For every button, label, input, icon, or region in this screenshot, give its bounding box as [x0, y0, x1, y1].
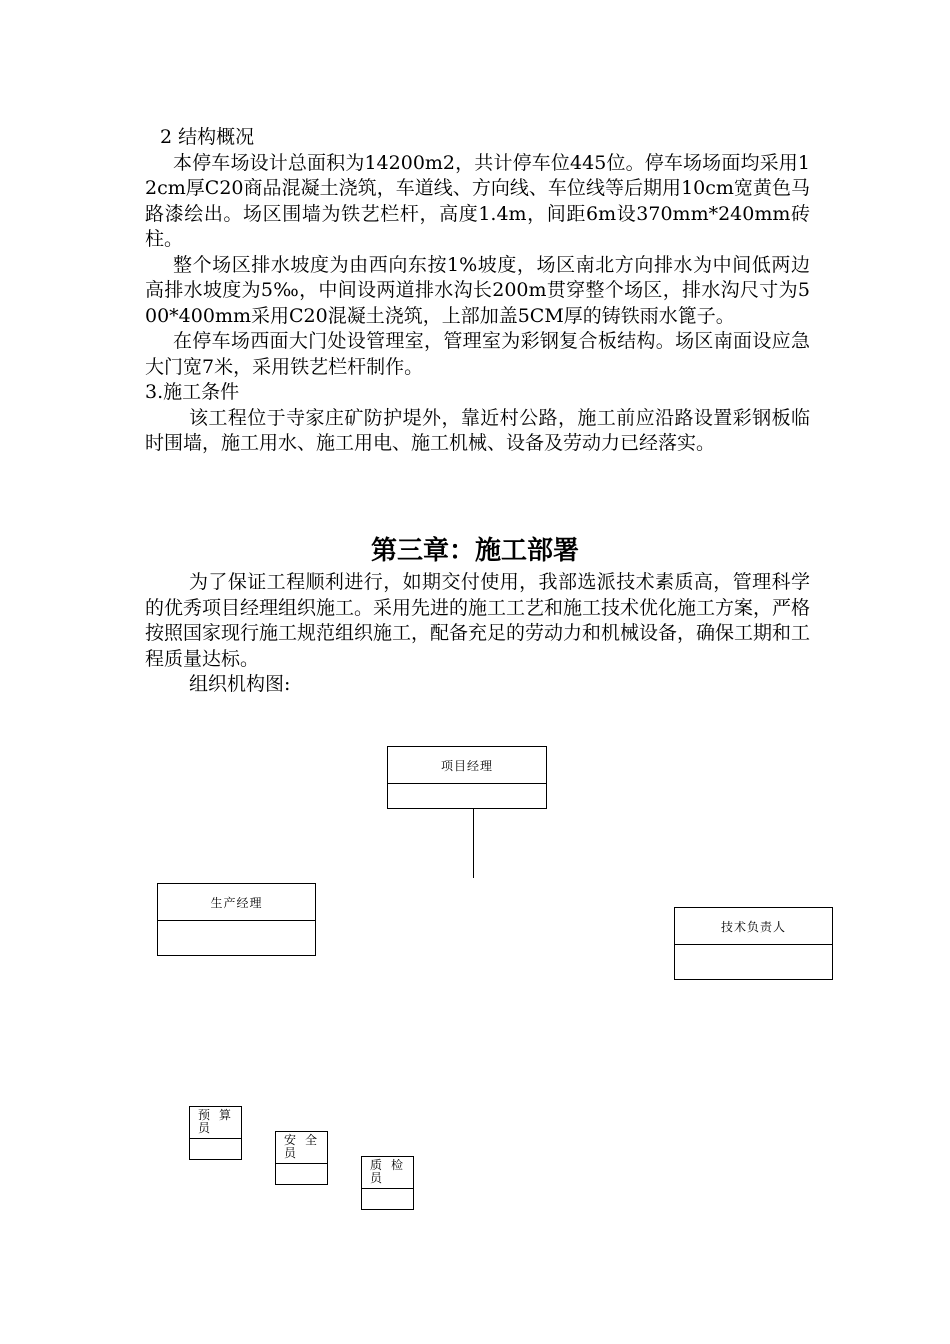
- org-box-label: 预算员: [190, 1107, 241, 1139]
- org-box-production-manager: [157, 883, 316, 956]
- section-2-para-2: 整个场区排水坡度为由西向东按1%坡度，场区南北方向排水为中间低两边高排水坡度为5‰，中间设两道排水沟长200m贯穿整个场区，排水沟尺寸为500*400mm采用C20混凝土浇筑，上部加盖5CM厚的铸铁雨水篦子。: [145, 253, 810, 327]
- section-2-para-1: 本停车场设计总面积为14200m2，共计停车位445位。停车场场面均采用12cm厚C20商品混凝土浇筑，车道线、方向线、车位线等后期用10cm宽黄色马路漆绘出。场区围墙为铁艺栏杆，高度1.4m，间距6m设370mm*240mm砖柱。: [145, 151, 810, 250]
- org-box-safety-officer: [275, 1131, 328, 1185]
- section-2-heading: 2 结构概况: [160, 126, 255, 148]
- org-connector-line: [473, 808, 474, 878]
- section-3-para-1: 该工程位于寺家庄矿防护堤外，靠近村公路，施工前应沿路设置彩钢板临时围墙，施工用水、施工用电、施工机械、设备及劳动力已经落实。: [145, 406, 810, 454]
- org-box-label: 技术负责人: [675, 908, 832, 945]
- section-2-para-3: 在停车场西面大门处设管理室，管理室为彩钢复合板结构。场区南面设应急大门宽7米，采用铁艺栏杆制作。: [145, 330, 810, 378]
- section-3-heading: 3.施工条件: [145, 381, 240, 403]
- org-box-project-manager: [387, 746, 547, 809]
- org-box-label: 安全员: [276, 1132, 327, 1164]
- chapter-para-1: 为了保证工程顺利进行，如期交付使用，我部选派技术素质高，管理科学的优秀项目经理组织施工。采用先进的施工工艺和施工技术优化施工方案，严格按照国家现行施工规范组织施工，配备充足的劳动力和机械设备，确保工期和工程质量达标。: [145, 571, 811, 670]
- org-box-label: 质检员: [362, 1157, 413, 1189]
- section-structure-overview: [145, 125, 810, 457]
- org-box-label: 生产经理: [158, 884, 315, 921]
- org-box-label: 项目经理: [388, 747, 546, 784]
- org-box-quality-inspector: [361, 1156, 414, 1210]
- org-box-budget-officer: [189, 1106, 242, 1160]
- chapter-title: 第三章：施工部署: [370, 536, 579, 566]
- org-box-technical-lead: [674, 907, 833, 980]
- chapter-body: [145, 570, 810, 698]
- org-chart-label: 组织机构图:: [189, 673, 291, 695]
